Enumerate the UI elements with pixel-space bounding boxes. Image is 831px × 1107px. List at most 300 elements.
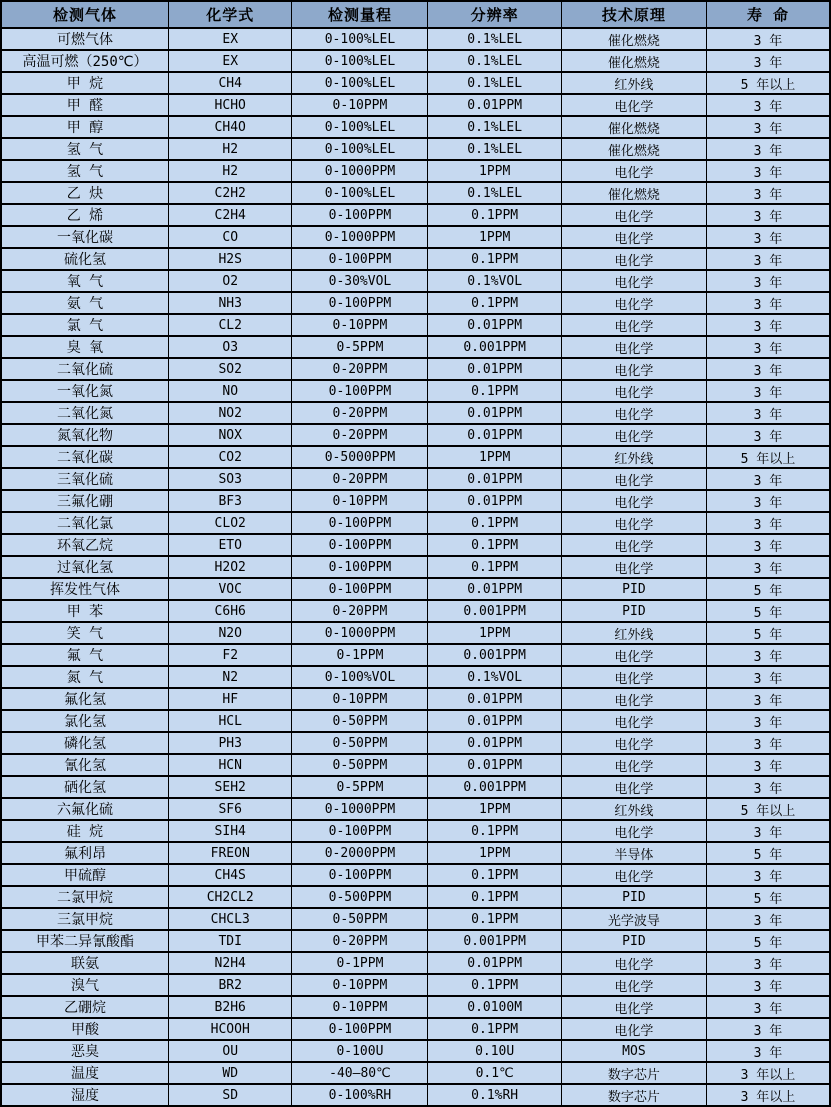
table-body: [1, 28, 830, 1106]
gas-name-cell: 挥发性气体: [1, 578, 168, 600]
range-cell: 0-100%LEL: [292, 72, 428, 94]
table-row: [1, 908, 830, 930]
principle-cell: 电化学: [561, 776, 706, 798]
table-row: [1, 490, 830, 512]
range-cell: 0-100PPM: [292, 1018, 428, 1040]
table-row: [1, 248, 830, 270]
table-row: [1, 182, 830, 204]
formula-cell: BF3: [168, 490, 292, 512]
principle-cell: 红外线: [561, 798, 706, 820]
lifespan-cell: 3 年: [706, 732, 830, 754]
range-cell: 0-5PPM: [292, 336, 428, 358]
gas-name-cell: 硒化氢: [1, 776, 168, 798]
lifespan-cell: 3 年: [706, 182, 830, 204]
formula-cell: SIH4: [168, 820, 292, 842]
range-cell: 0-1PPM: [292, 952, 428, 974]
gas-name-cell: 二氧化氮: [1, 402, 168, 424]
table-row: [1, 336, 830, 358]
formula-cell: HCN: [168, 754, 292, 776]
table-row: [1, 28, 830, 50]
formula-cell: CH4: [168, 72, 292, 94]
gas-name-cell: 氰化氢: [1, 754, 168, 776]
resolution-cell: 0.1℃: [428, 1062, 561, 1084]
gas-name-cell: 硫化氢: [1, 248, 168, 270]
lifespan-cell: 3 年: [706, 292, 830, 314]
resolution-cell: 0.1PPM: [428, 864, 561, 886]
lifespan-cell: 3 年: [706, 468, 830, 490]
resolution-cell: 1PPM: [428, 446, 561, 468]
resolution-cell: 0.001PPM: [428, 644, 561, 666]
resolution-cell: 0.1PPM: [428, 380, 561, 402]
formula-cell: SO2: [168, 358, 292, 380]
table-row: [1, 996, 830, 1018]
resolution-cell: 0.1PPM: [428, 248, 561, 270]
gas-name-cell: 可燃气体: [1, 28, 168, 50]
range-cell: 0-100PPM: [292, 248, 428, 270]
gas-name-cell: 甲 醇: [1, 116, 168, 138]
principle-cell: PID: [561, 600, 706, 622]
formula-cell: SD: [168, 1084, 292, 1106]
table-row: [1, 952, 830, 974]
gas-name-cell: 甲酸: [1, 1018, 168, 1040]
lifespan-cell: 3 年: [706, 94, 830, 116]
table-row: [1, 226, 830, 248]
resolution-cell: 0.01PPM: [428, 688, 561, 710]
gas-name-cell: 甲 苯: [1, 600, 168, 622]
principle-cell: 电化学: [561, 996, 706, 1018]
gas-name-cell: 过氧化氢: [1, 556, 168, 578]
range-cell: 0-1000PPM: [292, 622, 428, 644]
gas-name-cell: 乙 烯: [1, 204, 168, 226]
table-row: [1, 820, 830, 842]
principle-cell: PID: [561, 578, 706, 600]
range-cell: 0-5PPM: [292, 776, 428, 798]
range-cell: 0-10PPM: [292, 314, 428, 336]
resolution-cell: 0.1%LEL: [428, 28, 561, 50]
lifespan-cell: 5 年以上: [706, 72, 830, 94]
resolution-cell: 0.1PPM: [428, 556, 561, 578]
resolution-cell: 0.1PPM: [428, 292, 561, 314]
principle-cell: 电化学: [561, 380, 706, 402]
formula-cell: CO: [168, 226, 292, 248]
table-row: [1, 402, 830, 424]
table-row: [1, 358, 830, 380]
principle-cell: 电化学: [561, 490, 706, 512]
formula-cell: OU: [168, 1040, 292, 1062]
range-cell: 0-1000PPM: [292, 160, 428, 182]
gas-name-cell: 氟利昂: [1, 842, 168, 864]
gas-name-cell: 甲苯二异氰酸酯: [1, 930, 168, 952]
formula-cell: VOC: [168, 578, 292, 600]
principle-cell: 数字芯片: [561, 1084, 706, 1106]
range-cell: 0-2000PPM: [292, 842, 428, 864]
resolution-cell: 0.1%LEL: [428, 72, 561, 94]
resolution-cell: 0.1PPM: [428, 512, 561, 534]
gas-name-cell: 氧 气: [1, 270, 168, 292]
table-row: [1, 534, 830, 556]
gas-name-cell: 甲 烷: [1, 72, 168, 94]
table-row: [1, 204, 830, 226]
principle-cell: 光学波导: [561, 908, 706, 930]
principle-cell: 电化学: [561, 864, 706, 886]
formula-cell: CH4S: [168, 864, 292, 886]
gas-name-cell: 联氨: [1, 952, 168, 974]
lifespan-cell: 3 年: [706, 116, 830, 138]
lifespan-cell: 3 年: [706, 864, 830, 886]
table-row: [1, 578, 830, 600]
lifespan-cell: 3 年: [706, 974, 830, 996]
table-row: [1, 666, 830, 688]
resolution-cell: 0.10U: [428, 1040, 561, 1062]
resolution-cell: 0.1PPM: [428, 204, 561, 226]
range-cell: 0-10PPM: [292, 996, 428, 1018]
lifespan-cell: 5 年: [706, 886, 830, 908]
range-cell: 0-100PPM: [292, 556, 428, 578]
gas-name-cell: 甲 醛: [1, 94, 168, 116]
table-row: [1, 732, 830, 754]
formula-cell: N2O: [168, 622, 292, 644]
range-cell: 0-100PPM: [292, 534, 428, 556]
principle-cell: 电化学: [561, 820, 706, 842]
formula-cell: NOX: [168, 424, 292, 446]
resolution-cell: 0.01PPM: [428, 952, 561, 974]
resolution-cell: 0.001PPM: [428, 930, 561, 952]
formula-cell: SO3: [168, 468, 292, 490]
formula-cell: NH3: [168, 292, 292, 314]
gas-name-cell: 三氯甲烷: [1, 908, 168, 930]
lifespan-cell: 5 年以上: [706, 798, 830, 820]
principle-cell: 电化学: [561, 666, 706, 688]
formula-cell: TDI: [168, 930, 292, 952]
lifespan-cell: 3 年: [706, 424, 830, 446]
gas-name-cell: 二氧化氯: [1, 512, 168, 534]
range-cell: 0-100%VOL: [292, 666, 428, 688]
principle-cell: 红外线: [561, 446, 706, 468]
principle-cell: 电化学: [561, 160, 706, 182]
gas-name-cell: 笑 气: [1, 622, 168, 644]
range-cell: 0-10PPM: [292, 94, 428, 116]
principle-cell: 红外线: [561, 622, 706, 644]
table-row: [1, 292, 830, 314]
range-cell: 0-500PPM: [292, 886, 428, 908]
resolution-cell: 0.1PPM: [428, 820, 561, 842]
lifespan-cell: 3 年: [706, 402, 830, 424]
table-row: [1, 974, 830, 996]
formula-cell: H2: [168, 138, 292, 160]
range-cell: 0-30%VOL: [292, 270, 428, 292]
formula-cell: EX: [168, 50, 292, 72]
range-cell: 0-20PPM: [292, 424, 428, 446]
table-row: [1, 160, 830, 182]
table-row: [1, 50, 830, 72]
range-cell: 0-100%LEL: [292, 28, 428, 50]
range-cell: 0-20PPM: [292, 930, 428, 952]
gas-name-cell: 高温可燃（250℃）: [1, 50, 168, 72]
formula-cell: O2: [168, 270, 292, 292]
principle-cell: 电化学: [561, 974, 706, 996]
range-cell: 0-100%LEL: [292, 116, 428, 138]
resolution-cell: 0.01PPM: [428, 358, 561, 380]
column-header-technology-principle: 技术原理: [561, 1, 706, 28]
table-row: [1, 930, 830, 952]
principle-cell: 电化学: [561, 754, 706, 776]
principle-cell: 电化学: [561, 94, 706, 116]
formula-cell: HCOOH: [168, 1018, 292, 1040]
range-cell: 0-20PPM: [292, 402, 428, 424]
gas-name-cell: 湿度: [1, 1084, 168, 1106]
resolution-cell: 0.1PPM: [428, 974, 561, 996]
range-cell: 0-100%LEL: [292, 138, 428, 160]
principle-cell: 电化学: [561, 336, 706, 358]
gas-name-cell: 硅 烷: [1, 820, 168, 842]
range-cell: 0-100U: [292, 1040, 428, 1062]
range-cell: 0-1PPM: [292, 644, 428, 666]
gas-name-cell: 二氧化硫: [1, 358, 168, 380]
gas-name-cell: 二氧化碳: [1, 446, 168, 468]
principle-cell: 电化学: [561, 556, 706, 578]
formula-cell: HF: [168, 688, 292, 710]
lifespan-cell: 3 年: [706, 380, 830, 402]
principle-cell: 电化学: [561, 710, 706, 732]
gas-name-cell: 氟 气: [1, 644, 168, 666]
resolution-cell: 0.0100M: [428, 996, 561, 1018]
principle-cell: 催化燃烧: [561, 116, 706, 138]
resolution-cell: 0.1PPM: [428, 534, 561, 556]
range-cell: 0-10PPM: [292, 974, 428, 996]
lifespan-cell: 3 年: [706, 314, 830, 336]
range-cell: 0-20PPM: [292, 468, 428, 490]
formula-cell: SEH2: [168, 776, 292, 798]
resolution-cell: 0.001PPM: [428, 600, 561, 622]
range-cell: 0-100%LEL: [292, 182, 428, 204]
table-row: [1, 688, 830, 710]
lifespan-cell: 3 年: [706, 28, 830, 50]
formula-cell: CH2CL2: [168, 886, 292, 908]
resolution-cell: 0.01PPM: [428, 578, 561, 600]
formula-cell: HCHO: [168, 94, 292, 116]
principle-cell: 催化燃烧: [561, 138, 706, 160]
range-cell: 0-20PPM: [292, 358, 428, 380]
principle-cell: 电化学: [561, 688, 706, 710]
formula-cell: PH3: [168, 732, 292, 754]
gas-name-cell: 氟化氢: [1, 688, 168, 710]
principle-cell: 电化学: [561, 204, 706, 226]
table-row: [1, 1062, 830, 1084]
principle-cell: PID: [561, 886, 706, 908]
range-cell: 0-10PPM: [292, 688, 428, 710]
principle-cell: PID: [561, 930, 706, 952]
table-row: [1, 138, 830, 160]
formula-cell: C2H4: [168, 204, 292, 226]
principle-cell: 电化学: [561, 248, 706, 270]
range-cell: 0-10PPM: [292, 490, 428, 512]
formula-cell: C6H6: [168, 600, 292, 622]
principle-cell: MOS: [561, 1040, 706, 1062]
resolution-cell: 0.1%RH: [428, 1084, 561, 1106]
lifespan-cell: 5 年: [706, 622, 830, 644]
resolution-cell: 1PPM: [428, 798, 561, 820]
lifespan-cell: 3 年: [706, 688, 830, 710]
table-row: [1, 754, 830, 776]
column-header-chemical-formula: 化学式: [168, 1, 292, 28]
resolution-cell: 0.01PPM: [428, 94, 561, 116]
gas-name-cell: 一氧化氮: [1, 380, 168, 402]
resolution-cell: 1PPM: [428, 622, 561, 644]
principle-cell: 催化燃烧: [561, 28, 706, 50]
lifespan-cell: 3 年: [706, 666, 830, 688]
formula-cell: F2: [168, 644, 292, 666]
lifespan-cell: 3 年: [706, 952, 830, 974]
gas-name-cell: 甲硫醇: [1, 864, 168, 886]
principle-cell: 电化学: [561, 732, 706, 754]
range-cell: 0-100PPM: [292, 820, 428, 842]
lifespan-cell: 3 年: [706, 138, 830, 160]
range-cell: 0-100PPM: [292, 204, 428, 226]
gas-name-cell: 氢 气: [1, 160, 168, 182]
resolution-cell: 0.1%LEL: [428, 182, 561, 204]
formula-cell: H2: [168, 160, 292, 182]
table-row: [1, 380, 830, 402]
principle-cell: 电化学: [561, 468, 706, 490]
lifespan-cell: 5 年: [706, 930, 830, 952]
resolution-cell: 1PPM: [428, 842, 561, 864]
gas-name-cell: 臭 氧: [1, 336, 168, 358]
resolution-cell: 0.001PPM: [428, 776, 561, 798]
gas-name-cell: 三氧化硫: [1, 468, 168, 490]
column-header-detection-range: 检测量程: [292, 1, 428, 28]
formula-cell: N2H4: [168, 952, 292, 974]
table-row: [1, 446, 830, 468]
range-cell: 0-100PPM: [292, 864, 428, 886]
resolution-cell: 0.1PPM: [428, 1018, 561, 1040]
principle-cell: 电化学: [561, 402, 706, 424]
resolution-cell: 0.01PPM: [428, 424, 561, 446]
table-row: [1, 94, 830, 116]
range-cell: 0-1000PPM: [292, 798, 428, 820]
lifespan-cell: 3 年: [706, 996, 830, 1018]
gas-name-cell: 氯化氢: [1, 710, 168, 732]
lifespan-cell: 3 年: [706, 1040, 830, 1062]
principle-cell: 电化学: [561, 292, 706, 314]
gas-name-cell: 氮 气: [1, 666, 168, 688]
range-cell: 0-20PPM: [292, 600, 428, 622]
range-cell: 0-100PPM: [292, 292, 428, 314]
lifespan-cell: 3 年: [706, 556, 830, 578]
range-cell: 0-1000PPM: [292, 226, 428, 248]
lifespan-cell: 3 年以上: [706, 1084, 830, 1106]
column-header-gas-name: 检测气体: [1, 1, 168, 28]
gas-name-cell: 一氧化碳: [1, 226, 168, 248]
table-row: [1, 622, 830, 644]
range-cell: 0-100PPM: [292, 512, 428, 534]
formula-cell: EX: [168, 28, 292, 50]
gas-name-cell: 二氯甲烷: [1, 886, 168, 908]
lifespan-cell: 3 年: [706, 512, 830, 534]
range-cell: 0-50PPM: [292, 710, 428, 732]
gas-name-cell: 恶臭: [1, 1040, 168, 1062]
lifespan-cell: 3 年: [706, 644, 830, 666]
lifespan-cell: 3 年: [706, 248, 830, 270]
lifespan-cell: 3 年以上: [706, 1062, 830, 1084]
lifespan-cell: 3 年: [706, 820, 830, 842]
principle-cell: 电化学: [561, 952, 706, 974]
principle-cell: 电化学: [561, 314, 706, 336]
gas-name-cell: 氨 气: [1, 292, 168, 314]
table-row: [1, 1040, 830, 1062]
resolution-cell: 0.1PPM: [428, 886, 561, 908]
lifespan-cell: 3 年: [706, 160, 830, 182]
table-row: [1, 72, 830, 94]
resolution-cell: 1PPM: [428, 226, 561, 248]
resolution-cell: 0.01PPM: [428, 490, 561, 512]
table-row: [1, 1018, 830, 1040]
header-row: [1, 1, 830, 28]
range-cell: 0-50PPM: [292, 754, 428, 776]
column-header-resolution: 分辨率: [428, 1, 561, 28]
formula-cell: HCL: [168, 710, 292, 732]
principle-cell: 电化学: [561, 270, 706, 292]
gas-name-cell: 乙硼烷: [1, 996, 168, 1018]
resolution-cell: 0.1%VOL: [428, 666, 561, 688]
table-row: [1, 424, 830, 446]
formula-cell: NO: [168, 380, 292, 402]
principle-cell: 数字芯片: [561, 1062, 706, 1084]
range-cell: -40—80℃: [292, 1062, 428, 1084]
range-cell: 0-5000PPM: [292, 446, 428, 468]
resolution-cell: 0.01PPM: [428, 710, 561, 732]
gas-name-cell: 氯 气: [1, 314, 168, 336]
gas-name-cell: 三氟化硼: [1, 490, 168, 512]
lifespan-cell: 5 年以上: [706, 446, 830, 468]
table-row: [1, 116, 830, 138]
gas-name-cell: 温度: [1, 1062, 168, 1084]
lifespan-cell: 3 年: [706, 50, 830, 72]
range-cell: 0-50PPM: [292, 908, 428, 930]
principle-cell: 电化学: [561, 424, 706, 446]
table-row: [1, 600, 830, 622]
lifespan-cell: 3 年: [706, 908, 830, 930]
resolution-cell: 0.1%LEL: [428, 138, 561, 160]
range-cell: 0-100%LEL: [292, 50, 428, 72]
formula-cell: C2H2: [168, 182, 292, 204]
formula-cell: SF6: [168, 798, 292, 820]
resolution-cell: 0.01PPM: [428, 468, 561, 490]
lifespan-cell: 3 年: [706, 534, 830, 556]
lifespan-cell: 3 年: [706, 358, 830, 380]
table-row: [1, 1084, 830, 1106]
table-row: [1, 886, 830, 908]
table-row: [1, 468, 830, 490]
resolution-cell: 0.01PPM: [428, 402, 561, 424]
table-row: [1, 556, 830, 578]
resolution-cell: 0.01PPM: [428, 754, 561, 776]
resolution-cell: 0.01PPM: [428, 314, 561, 336]
formula-cell: CHCL3: [168, 908, 292, 930]
principle-cell: 电化学: [561, 1018, 706, 1040]
lifespan-cell: 3 年: [706, 1018, 830, 1040]
lifespan-cell: 3 年: [706, 336, 830, 358]
table-row: [1, 864, 830, 886]
principle-cell: 电化学: [561, 534, 706, 556]
lifespan-cell: 5 年: [706, 578, 830, 600]
gas-name-cell: 溴气: [1, 974, 168, 996]
gas-name-cell: 氢 气: [1, 138, 168, 160]
formula-cell: N2: [168, 666, 292, 688]
formula-cell: CO2: [168, 446, 292, 468]
table-row: [1, 644, 830, 666]
table-row: [1, 798, 830, 820]
resolution-cell: 0.1PPM: [428, 908, 561, 930]
